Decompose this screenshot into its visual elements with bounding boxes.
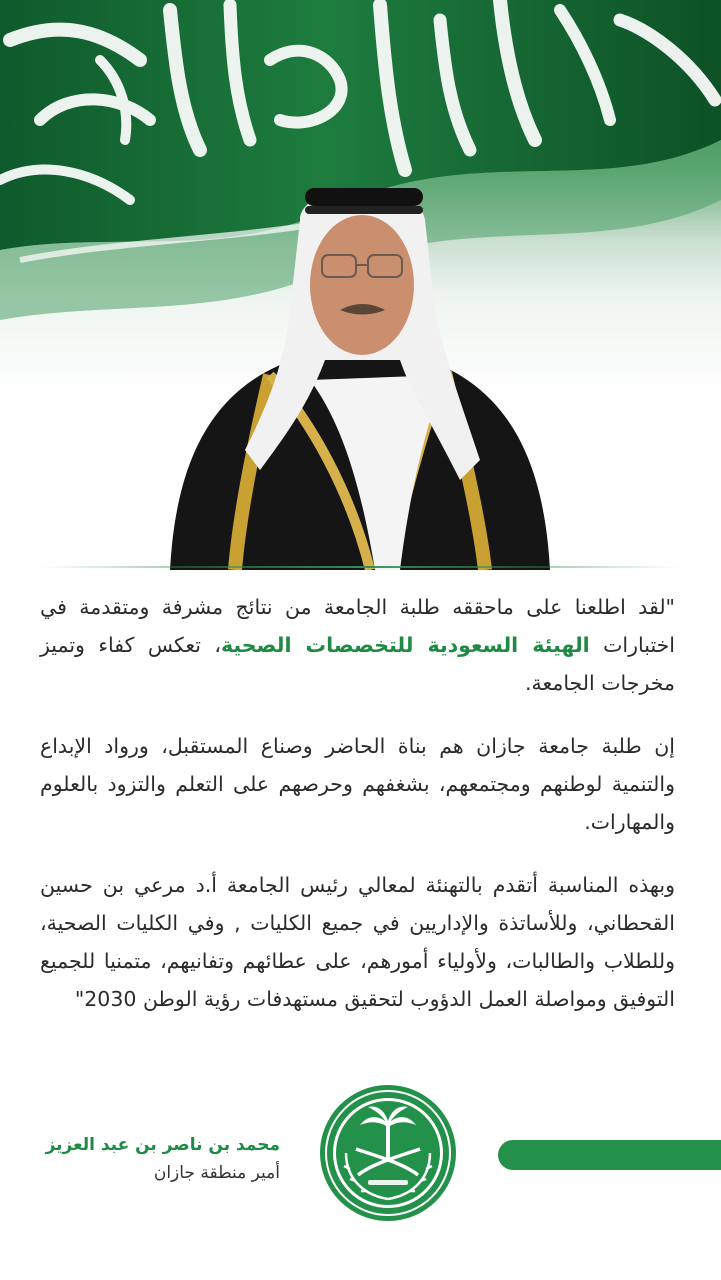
- statement-paragraph-2: إن طلبة جامعة جازان هم بناة الحاضر وصناع المستقبل، ورواد الإبداع والتنمية لوطنهم ومجتمعهم، بشغفهم وحرصهم على التعلم والتزود بالعلوم والمهارات.: [40, 734, 675, 834]
- decorative-green-bar: [498, 1140, 721, 1170]
- signature-title: أمير منطقة جازان: [153, 1163, 280, 1183]
- statement-paragraph-3: وبهذه المناسبة أتقدم بالتهنئة لمعالي رئيس الجامعة أ.د مرعي بن حسين القحطاني، وللأساتذة والإداريين في جميع الكليات , وفي الكليات الصحية، وللطلاب والطالبات، ولأولياء أمورهم، على عطائهم وتفانيهم، متمنيا للجميع التوفيق ومواصلة العمل الدؤوب لتحقيق مستهدفات رؤية الوطن 2030": [40, 873, 675, 1011]
- statement-paragraph-1-end: ، تعكس كفاء وتميز مخرجات الجامعة.: [40, 633, 675, 695]
- header-banner: [0, 0, 721, 570]
- highlighted-authority-name: الهيئة السعودية للتخصصات الصحية: [220, 633, 590, 657]
- signature-name: محمد بن ناصر بن عبد العزيز: [45, 1135, 280, 1155]
- portrait-image: [160, 160, 560, 570]
- statement-text: [40, 588, 675, 1043]
- divider-line: [40, 566, 680, 568]
- statement-paragraph-1: [40, 588, 675, 702]
- statement-paragraph-1-start: "لقد اطلعنا على ماحققه طلبة الجامعة من نتائج مشرفة ومتقدمة في اختبارات: [40, 595, 675, 657]
- ministry-emblem-icon: [318, 1083, 458, 1223]
